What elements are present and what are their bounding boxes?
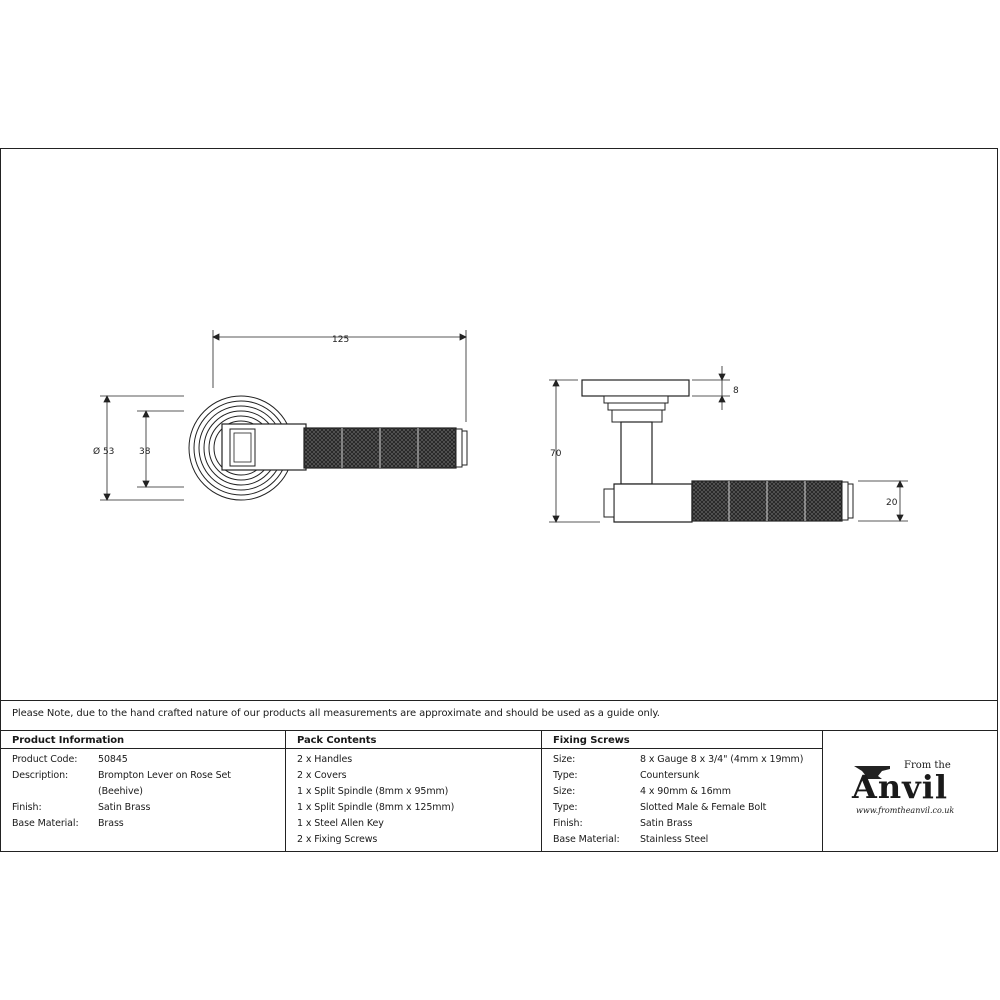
dim-grip: 20	[886, 498, 898, 508]
pack-contents-header: Pack Contents	[297, 735, 377, 746]
screw-spec-value: 4 x 90mm & 16mm	[640, 786, 731, 797]
screw-spec-value: Countersunk	[640, 770, 700, 781]
table-top-rule	[0, 700, 998, 701]
col-divider-3	[822, 730, 823, 852]
front-view	[93, 330, 467, 500]
note-rule	[0, 730, 998, 731]
col-divider-1	[285, 730, 286, 852]
dim-inner: 38	[139, 447, 151, 457]
base-material-value: Brass	[98, 818, 124, 829]
screw-spec-label: Size:	[553, 786, 576, 797]
description-value: Brompton Lever on Rose Set	[98, 770, 231, 781]
pack-item: 2 x Covers	[297, 770, 347, 781]
dim-projection: 70	[550, 449, 562, 459]
logo-url: www.fromtheanvil.co.uk	[856, 806, 955, 815]
anvil-logo	[848, 760, 978, 830]
base-material-label: Base Material:	[12, 818, 79, 829]
finish-label: Finish:	[12, 802, 42, 813]
dim-rose-diameter: Ø 53	[93, 447, 115, 457]
screw-spec-value: Satin Brass	[640, 818, 693, 829]
dim-length: 125	[332, 335, 350, 345]
dim-rose-depth: 8	[733, 386, 739, 396]
screw-spec-value: Stainless Steel	[640, 834, 709, 845]
lever-shank	[621, 422, 652, 484]
description-label: Description:	[12, 770, 69, 781]
screw-spec-label: Base Material:	[553, 834, 620, 845]
side-view	[549, 366, 908, 522]
description-value-2: (Beehive)	[98, 786, 143, 797]
fixing-screws-header: Fixing Screws	[553, 735, 630, 746]
product-info-header: Product Information	[12, 735, 125, 746]
rose-plate	[582, 380, 689, 396]
product-code-label: Product Code:	[12, 754, 78, 765]
pack-item: 1 x Steel Allen Key	[297, 818, 384, 829]
pack-item: 2 x Handles	[297, 754, 353, 765]
screw-spec-value: Slotted Male & Female Bolt	[640, 802, 767, 813]
screw-spec-value: 8 x Gauge 8 x 3/4" (4mm x 19mm)	[640, 754, 804, 765]
pack-item: 2 x Fixing Screws	[297, 834, 378, 845]
product-code-value: 50845	[98, 754, 128, 765]
screw-spec-label: Finish:	[553, 818, 583, 829]
screw-spec-label: Type:	[553, 802, 578, 813]
col-divider-2	[541, 730, 542, 852]
end-cap	[456, 429, 462, 467]
logo-brand: Anvil	[852, 768, 948, 806]
pack-item: 1 x Split Spindle (8mm x 95mm)	[297, 786, 449, 797]
screw-spec-label: Type:	[553, 770, 578, 781]
finish-value: Satin Brass	[98, 802, 151, 813]
logo-from-text: From the	[904, 760, 951, 771]
pack-item: 1 x Split Spindle (8mm x 125mm)	[297, 802, 455, 813]
screw-spec-label: Size:	[553, 754, 576, 765]
disclaimer-note: Please Note, due to the hand crafted nature of our products all measurements are approximate and should be used as a guide only.	[12, 708, 660, 719]
header-rule	[0, 748, 822, 749]
